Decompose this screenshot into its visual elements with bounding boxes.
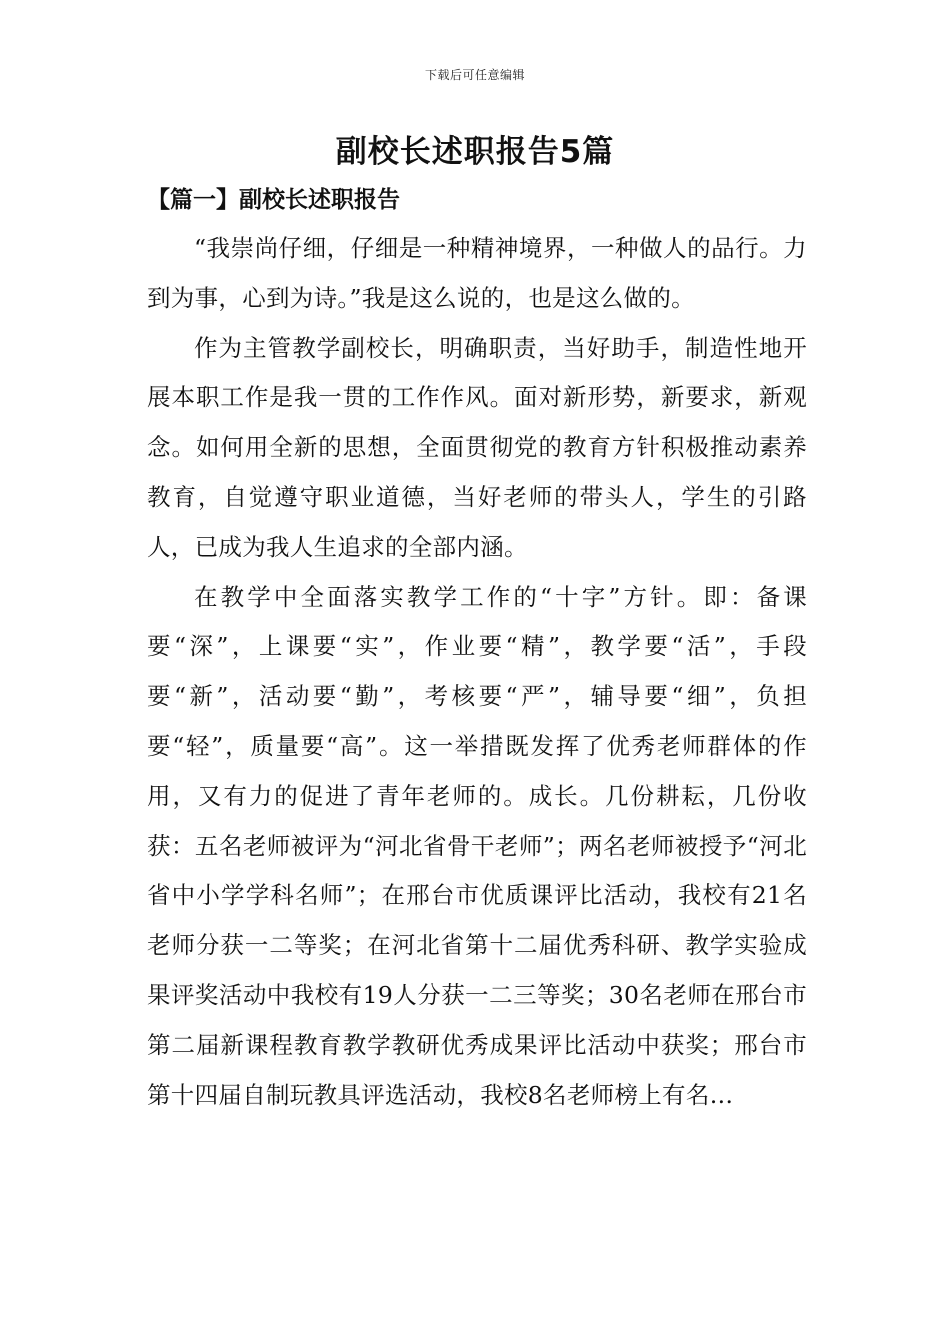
section-heading: 【篇一】副校长述职报告 <box>147 186 400 213</box>
body-paragraph: 在教学中全面落实教学工作的“十字”方针。即：备课要“深”，上课要“实”，作业要“精”，教学要“活”，手段要“新”，活动要“勤”，考核要“严”，辅导要“细”，负担要“轻”，质量要“高”。这一举措既发挥了优秀老师群体的作用，又有力的促进了青年老师的。成长。几份耕耘，几份收获：五名老师被评为“河北省骨干老师”；两名老师被授予“河北省中小学学科名师”；在邢台市优质课评比活动，我校有21名老师分获一二等奖；在河北省第十二届优秀科研、教学实验成果评奖活动中我校有19人分获一二三等奖；30名老师在邢台市第二届新课程教育教学教研优秀成果评比活动中获奖；邢台市第十四届自制玩教具评选活动，我校8名老师榜上有名… <box>147 582 807 1109</box>
body-paragraph: “我崇尚仔细，仔细是一种精神境界，一种做人的品行。力到为事，心到为诗。”我是这么说的，也是这么做的。 <box>147 234 807 312</box>
body-paragraph: 作为主管教学副校长，明确职责，当好助手，制造性地开展本职工作是我一贯的工作作风。面对新形势，新要求，新观念。如何用全新的思想，全面贯彻党的教育方针积极推动素养教育，自觉遵守职业道德，当好老师的带头人，学生的引路人，已成为我人生追求的全部内涵。 <box>147 333 807 561</box>
document-body <box>147 224 807 1120</box>
header-note: 下载后可任意编辑 <box>424 68 525 82</box>
document-title: 副校长述职报告5篇 <box>335 134 615 170</box>
